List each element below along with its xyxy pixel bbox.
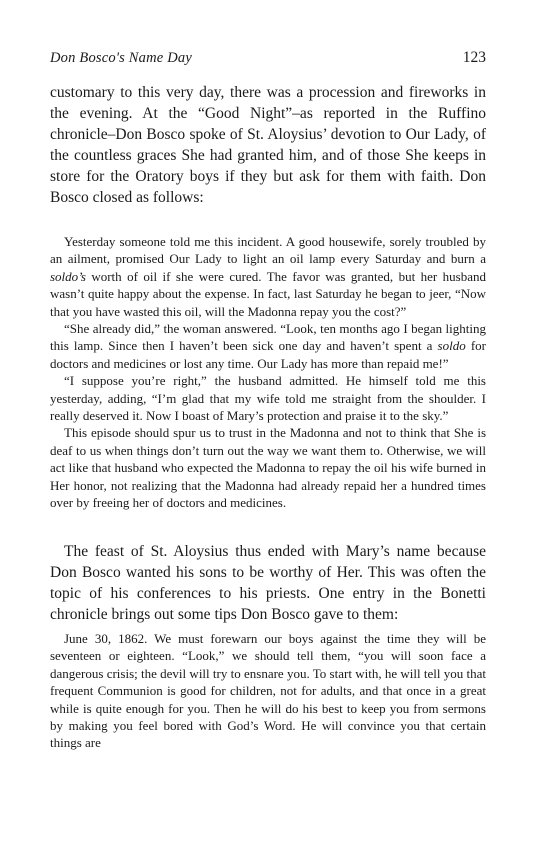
quote-italic: soldo’s [50, 268, 86, 284]
quote-paragraph-3: “I suppose you’re right,” the husband admitted. He himself told me this yesterday, adding, “I’m glad that my wife told me straight from the shoulder. I really deserved it. Now I boast of Mary’s protection and praise it to the sky.” [50, 373, 486, 424]
page-header [50, 50, 486, 70]
block-quote-1 [50, 233, 486, 512]
quote-text: for doctors and medicines or lost any time. Our Lady has more than repaid me!” [50, 338, 486, 371]
body-paragraph-2 [50, 541, 486, 625]
quote-paragraph-2 [50, 320, 486, 372]
block-quote-2 [50, 630, 486, 752]
quote-italic: soldo [437, 338, 466, 354]
quote-paragraph-4: This episode should spur us to trust in the Madonna and not to think that She is deaf to us when things don’t turn out the way we want them to. Otherwise, we will act like that husband who expected the Madonna to repay the oil his wife burned in Her honor, not realizing that the Madonna had already repaid her a hundred times over by freeing her of doctors and medicines. [50, 425, 486, 511]
quote-text: Yesterday someone told me this incident. A good housewife, sorely troubled by an ailment, promised Our Lady to light an oil lamp every Saturday and burn a [50, 234, 486, 267]
quote-text: worth of oil if she were cured. The favor was granted, but her husband wasn’t quite happy about the expense. In fact, last Saturday he began to jeer, “Now that you have wasted this oil, will the Madonna repay you the cost?” [50, 268, 486, 319]
quote-paragraph: June 30, 1862. We must forewarn our boys against the time they will be seventeen or eighteen. “Look,” we should tell them, “you will soon face a dangerous crisis; the devil will try to ensnare you. To start with, he will tell you that frequent Communion is good for children, not for adults, and that once in a great while is quite enough for you. Then he will do his best to keep you from sermons by making you feel bored with God’s Word. He will convince you that certain things are [50, 631, 486, 751]
running-title: Don Bosco's Name Day [50, 50, 193, 66]
body-paragraph-1 [50, 82, 486, 208]
quote-paragraph-1 [50, 233, 486, 320]
paragraph-text: The feast of St. Aloysius thus ended with Mary’s name because Don Bosco wanted his sons to be worthy of Her. This was often the topic of his conferences to his priests. One entry in the Bonetti chronicle brings out some tips Don Bosco gave to them: [50, 543, 486, 623]
page-number: 123 [462, 49, 486, 66]
quote-text: “She already did,” the woman answered. “Look, ten months ago I began lighting this lamp. Since then I haven’t been sick one day and haven’t spent a [50, 321, 486, 354]
paragraph-text: customary to this very day, there was a procession and fireworks in the evening. At the “Good Night”–as reported in the Ruffino chronicle–Don Bosco spoke of St. Aloysius’ devotion to Our Lady, of the countless graces She had granted him, and of those She keeps in store for the Oratory boys if they but ask for them with faith. Don Bosco closed as follows: [50, 84, 486, 206]
